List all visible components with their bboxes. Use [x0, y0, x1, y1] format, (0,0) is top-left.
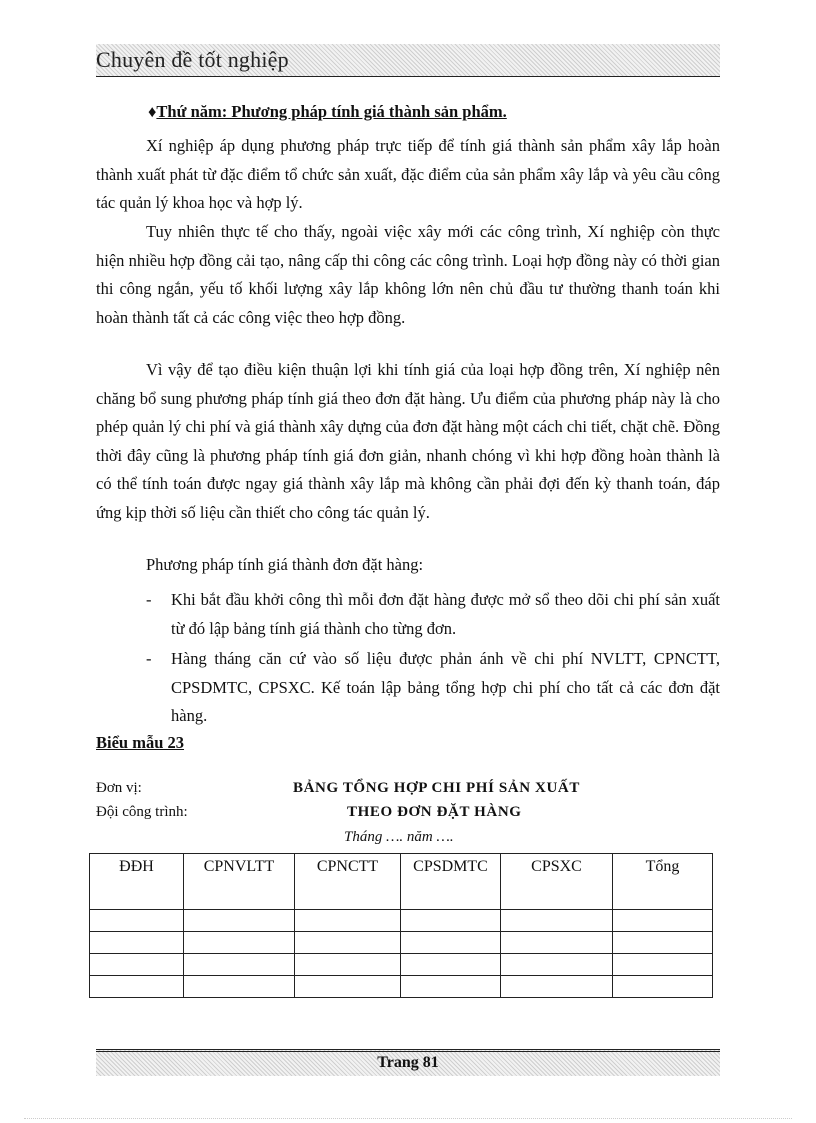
form-label: Biểu mẫu 23 — [96, 733, 185, 752]
table-header-row — [90, 854, 713, 910]
table-cell — [401, 910, 501, 932]
table-cell — [501, 910, 613, 932]
table-cell — [90, 954, 184, 976]
table-cell — [613, 932, 713, 954]
section-heading-text: Thứ năm: Phương pháp tính giá thành sản phẩm. — [156, 102, 507, 121]
column-header: CPSXC — [501, 854, 613, 910]
table-cell — [295, 954, 401, 976]
page-header — [96, 44, 720, 77]
page-footer — [96, 1049, 720, 1076]
table-cell — [295, 910, 401, 932]
table-row — [90, 910, 713, 932]
table-period: Tháng …. năm …. — [344, 829, 454, 845]
cost-summary-table — [89, 853, 713, 998]
team-label: Đội công trình: — [96, 804, 188, 820]
table-cell — [90, 976, 184, 998]
table-cell — [184, 976, 295, 998]
table-cell — [401, 954, 501, 976]
table-cell — [184, 932, 295, 954]
paragraph-method-intro: Phương pháp tính giá thành đơn đặt hàng: — [146, 555, 424, 574]
column-header: ĐĐH — [90, 854, 184, 910]
column-header: CPNVLTT — [184, 854, 295, 910]
table-cell — [184, 910, 295, 932]
bullet-dash: - — [146, 590, 152, 609]
bullet-item — [146, 645, 720, 731]
table-cell — [90, 910, 184, 932]
table-cell — [401, 932, 501, 954]
table-cell — [613, 954, 713, 976]
table-subtitle: THEO ĐƠN ĐẶT HÀNG — [347, 804, 522, 820]
column-header-text: CPSDMTC — [413, 858, 488, 875]
table-cell — [501, 976, 613, 998]
bullet-text: Hàng tháng căn cứ vào số liệu được phản ánh về chi phí NVLTT, CPNCTT, CPSDMTC, CPSXC. Kế toán lập bảng tổng hợp chi phí cho tất cả các đơn đặt hàng. — [171, 649, 720, 725]
table-cell — [295, 976, 401, 998]
diamond-bullet-icon: ♦ — [148, 102, 157, 121]
table-cell — [295, 932, 401, 954]
page-bottom-divider — [24, 1118, 792, 1119]
paragraph-method: Xí nghiệp áp dụng phương pháp trực tiếp để tính giá thành sản phẩm xây lắp hoàn thành xuất phát từ đặc điểm tổ chức sản xuất, đặc điểm của sản phẩm xây lắp và yêu cầu công tác quản lý khoa học và hợp lý. — [96, 136, 720, 212]
column-header — [401, 854, 501, 910]
unit-label: Đơn vị: — [96, 780, 142, 796]
table-row — [90, 976, 713, 998]
table-row — [90, 954, 713, 976]
table-cell — [184, 954, 295, 976]
bullet-item — [146, 586, 720, 643]
table-cell — [613, 910, 713, 932]
header-title: Chuyên đề tốt nghiệp — [96, 47, 289, 72]
column-header: CPNCTT — [295, 854, 401, 910]
bullet-dash: - — [146, 649, 152, 668]
section-heading — [148, 102, 507, 122]
bullet-text: Khi bắt đầu khởi công thì mỗi đơn đặt hàng được mở sổ theo dõi chi phí sản xuất từ đó lập bảng tính giá thành cho từng đơn. — [171, 590, 720, 638]
table-cell — [501, 932, 613, 954]
table-title: BẢNG TỔNG HỢP CHI PHÍ SẢN XUẤT — [293, 780, 580, 796]
table-cell — [90, 932, 184, 954]
table-cell — [401, 976, 501, 998]
table-cell — [501, 954, 613, 976]
table-cell — [613, 976, 713, 998]
table-row — [90, 932, 713, 954]
column-header: Tổng — [613, 854, 713, 910]
page-number: Trang 81 — [377, 1054, 439, 1071]
paragraph-contracts: Tuy nhiên thực tế cho thấy, ngoài việc xây mới các công trình, Xí nghiệp còn thực hiện nhiều hợp đồng cải tạo, nâng cấp thi công các công trình. Loại hợp đồng này có thời gian thi công ngắn, yếu tố khối lượng xây lắp không lớn nên chủ đầu tư thường thanh toán khi hoàn thành tất cả các công việc theo hợp đồng. — [96, 222, 720, 327]
paragraph-order-costing: Vì vậy để tạo điều kiện thuận lợi khi tính giá của loại hợp đồng trên, Xí nghiệp nên chăng bổ sung phương pháp tính giá theo đơn đặt hàng. Ưu điểm của phương pháp này là cho phép quản lý chi phí và giá thành xây dựng của đơn đặt hàng một cách chi tiết, chặt chẽ. Đồng thời đây cũng là phương pháp tính giá đơn giản, nhanh chóng vì khi hợp đồng hoàn thành là có thể tính toán được ngay giá thành xây lắp mà không cần phải đợi đến kỳ thanh toán, đáp ứng kịp thời số liệu cần thiết cho công tác quản lý. — [96, 360, 720, 522]
